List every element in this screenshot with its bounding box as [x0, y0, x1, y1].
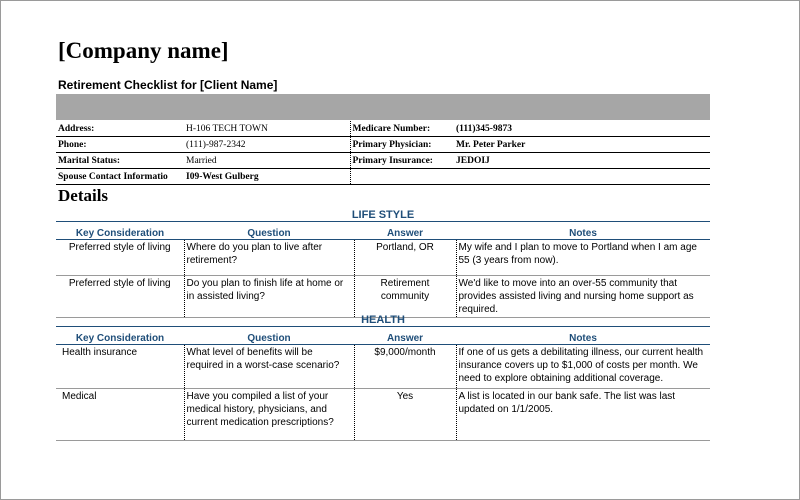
health-table: [56, 332, 710, 441]
key-consideration-cell[interactable]: Preferred style of living: [56, 276, 184, 318]
company-name[interactable]: [Company name]: [58, 38, 229, 63]
key-consideration-cell[interactable]: Health insurance: [56, 345, 184, 389]
question-cell[interactable]: Have you compiled a list of your medical history, physicians, and current medication prescriptions?: [184, 389, 354, 441]
details-heading: Details: [58, 186, 109, 205]
info-value[interactable]: [454, 169, 710, 185]
column-header: Answer: [354, 227, 456, 240]
info-value[interactable]: JEDOIJ: [454, 153, 710, 169]
info-label[interactable]: Medicare Number:: [350, 121, 454, 137]
column-header: Question: [184, 227, 354, 240]
column-header: Key Consideration: [56, 227, 184, 240]
info-label[interactable]: [350, 169, 454, 185]
key-consideration-cell[interactable]: Medical: [56, 389, 184, 441]
info-label[interactable]: Primary Physician:: [350, 137, 454, 153]
table-row: [56, 276, 710, 318]
info-label[interactable]: Marital Status:: [56, 153, 184, 169]
column-header: Notes: [456, 227, 710, 240]
section-title-health: HEALTH: [56, 314, 710, 327]
notes-cell[interactable]: If one of us gets a debilitating illness, our current health insurance covers up to $1,000 of costs per month. We need to explore obtaining additional coverage.: [456, 345, 710, 389]
key-consideration-cell[interactable]: Preferred style of living: [56, 240, 184, 276]
column-headers: [56, 227, 710, 240]
question-cell[interactable]: What level of benefits will be required in a worst-case scenario?: [184, 345, 354, 389]
info-value[interactable]: Married: [184, 153, 350, 169]
info-label[interactable]: Phone:: [56, 137, 184, 153]
header-band: [56, 94, 710, 120]
table-row: [56, 240, 710, 276]
lifestyle-table: [56, 227, 710, 318]
info-value[interactable]: Mr. Peter Parker: [454, 137, 710, 153]
table-row: [56, 389, 710, 441]
question-cell[interactable]: Do you plan to finish life at home or in assisted living?: [184, 276, 354, 318]
client-info-table: [56, 121, 710, 185]
info-label[interactable]: Spouse Contact Informatio: [56, 169, 184, 185]
column-header: Key Consideration: [56, 332, 184, 345]
info-value[interactable]: (111)-987-2342: [184, 137, 350, 153]
info-row: [56, 121, 710, 137]
column-header: Notes: [456, 332, 710, 345]
column-header: Question: [184, 332, 354, 345]
info-row: [56, 153, 710, 169]
answer-cell[interactable]: Portland, OR: [354, 240, 456, 276]
info-value[interactable]: I09-West Gulberg: [184, 169, 350, 185]
table-row: [56, 345, 710, 389]
info-row: [56, 169, 710, 185]
info-row: [56, 137, 710, 153]
notes-cell[interactable]: A list is located in our bank safe. The list was last updated on 1/1/2005.: [456, 389, 710, 441]
notes-cell[interactable]: We'd like to move into an over-55 community that provides assisted living and nursing home support as required.: [456, 276, 710, 318]
info-label[interactable]: Address:: [56, 121, 184, 137]
answer-cell[interactable]: $9,000/month: [354, 345, 456, 389]
notes-cell[interactable]: My wife and I plan to move to Portland when I am age 55 (3 years from now).: [456, 240, 710, 276]
answer-cell[interactable]: Retirement community: [354, 276, 456, 318]
info-value[interactable]: H-106 TECH TOWN: [184, 121, 350, 137]
answer-cell[interactable]: Yes: [354, 389, 456, 441]
column-header: Answer: [354, 332, 456, 345]
question-cell[interactable]: Where do you plan to live after retirement?: [184, 240, 354, 276]
section-title-lifestyle: LIFE STYLE: [56, 209, 710, 222]
info-value[interactable]: (111)345-9873: [454, 121, 710, 137]
column-headers: [56, 332, 710, 345]
checklist-title[interactable]: Retirement Checklist for [Client Name]: [58, 78, 278, 92]
info-label[interactable]: Primary Insurance:: [350, 153, 454, 169]
